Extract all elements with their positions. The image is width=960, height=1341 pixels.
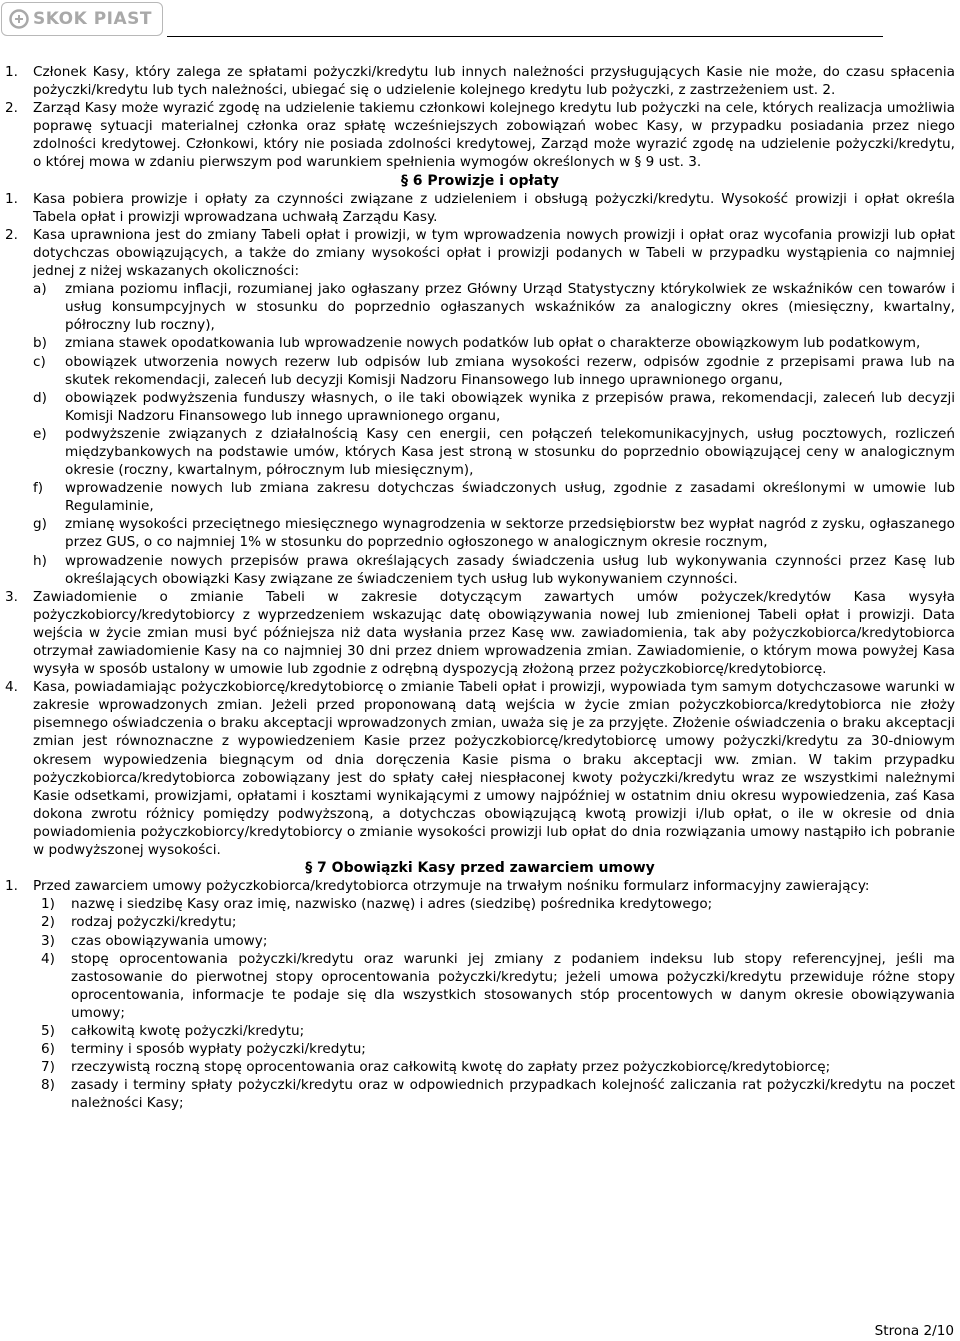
- paragraph-number: 1.: [5, 878, 18, 895]
- list-item: [5, 950, 955, 1022]
- list-item: [5, 425, 955, 479]
- list-item-marker: 6): [41, 1041, 55, 1058]
- header-rule: [167, 36, 883, 37]
- page-header: [0, 0, 960, 40]
- page-number: Strona 2/10: [874, 1323, 954, 1339]
- list-item: [5, 479, 955, 515]
- list-item-marker: a): [33, 281, 47, 298]
- list-item-marker: 4): [41, 950, 55, 967]
- list-item-marker: g): [33, 516, 47, 533]
- list-item: [5, 353, 955, 389]
- list-item-text: obowiązek utworzenia nowych rezerw lub odpisów lub zmiana wysokości rezerw, odpisów zgodnie z przepisami prawa lub na skutek rekomendacji, zaleceń lub decyzji Komisji Nadzoru Finansowego lub innego uprawnionego organu,: [65, 353, 955, 388]
- list-item-marker: b): [33, 335, 47, 352]
- list-item-marker: 1): [41, 896, 55, 913]
- paragraph-number: 1.: [5, 64, 18, 80]
- paragraph-2: [5, 99, 955, 171]
- list-item-text: nazwę i siedzibę Kasy oraz imię, nazwisko (nazwę) i adres (siedzibę) pośrednika kredytowego;: [71, 896, 713, 913]
- list-item-text: czas obowiązywania umowy;: [71, 932, 268, 949]
- list-item-text: obowiązek podwyższenia funduszy własnych, o ile taki obowiązek wynika z przepisów prawa, rekomendacji, zaleceń lub decyzji Komisji Nadzoru Finansowego lub innego uprawnionego organu,: [65, 389, 955, 424]
- list-item-marker: 5): [41, 1022, 55, 1039]
- section-7-heading: § 7 Obowiązki Kasy przed zawarciem umowy: [305, 860, 655, 877]
- paragraph-text: Zarząd Kasy może wyrazić zgodę na udzielenie takiemu członkowi kolejnego kredytu lub pożyczki na cele, których realizacja umożliwia poprawę sytuacji materialnej członka oraz spłatę wcześniejszych zobowiązań wobec Kasy, w przypadku posiadania przez niego zdolności kredytowej. Członkowi, który nie posiada zdolności kredytowej, Zarząd może wyrazić zgodę na udzielenie pożyczki/kredytu, o której mowa w zdaniu pierwszym pod warunkiem spełnienia wymogów określonych w § 9 ust. 3.: [33, 100, 955, 171]
- section-7-paragraph-1: [5, 877, 955, 895]
- section-6-heading: § 6 Prowizje i opłaty: [400, 172, 560, 189]
- paragraph-text: Kasa uprawniona jest do zmiany Tabeli opłat i prowizji, w tym wprowadzenia nowych prowizji i opłat oraz wycofania prowizji lub opłat dotychczas obowiązujących, a także do zmiany wysokości opłat i prowizji podanych w Tabeli w przypadku wystąpienia co najmniej jednej z niżej wskazanych okoliczności:: [33, 226, 955, 280]
- list-item-text: rodzaj pożyczki/kredytu;: [71, 914, 237, 931]
- list-item: [5, 1076, 955, 1112]
- paragraph-number: 2.: [5, 100, 18, 117]
- list-item-marker: d): [33, 389, 47, 406]
- list-item: [5, 389, 955, 425]
- list-item-marker: 3): [41, 932, 55, 949]
- section-7-numbered-list: [5, 895, 955, 1112]
- section-6-paragraph-1: [5, 190, 955, 226]
- paragraph-text: Zawiadomienie o zmianie Tabeli w zakresie dotyczącym zawartych umów pożyczek/kredytów Kasa wysyła pożyczkobiorcy/kredytobiorcy z wyprzedzeniem wskazując datę obowiązywania nowej lub zmienionej Tabeli opłat i prowizji. Data wejścia w życie zmian musi być późniejsza niż data wysłania przez Kasę ww. zawiadomienia, tak aby pożyczkobiorca/kredytobiorca otrzymał zawiadomienie Kasy na co najmniej 30 dni przez dniem wprowadzenia zmian. Zawiadomienie, o którym mowa powyżej Kasa wysyła w sposób ustalony w umowie lub zgodnie z odrębną dyspozycją złożoną przez pożyczkobiorcę/kredytobiorcę.: [33, 588, 955, 678]
- list-item: [5, 280, 955, 334]
- list-item-marker: h): [33, 552, 47, 569]
- list-item: [5, 552, 955, 588]
- list-item-text: terminy i sposób wypłaty pożyczki/kredytu;: [71, 1041, 366, 1058]
- list-item-text: wprowadzenie nowych przepisów prawa określających zasady świadczenia usług lub wykonywania czynności przez Kasę lub określających obowiązki Kasy związane ze świadczeniem tych usług lub wykonywaniem czynności.: [65, 552, 955, 587]
- list-item-marker: c): [33, 353, 46, 370]
- list-item: [5, 1040, 955, 1058]
- paragraph-text: Przed zawarciem umowy pożyczkobiorca/kredytobiorca otrzymuje na trwałym nośniku formularz informacyjny zawierający:: [33, 878, 870, 895]
- section-6-paragraph-2: [5, 226, 955, 280]
- list-item-marker: f): [33, 480, 44, 497]
- document-body: [5, 63, 955, 1112]
- list-item-text: zmiana stawek opodatkowania lub wprowadzenie nowych podatków lub opłat o charakterze obowiązkowym lub podatkowym,: [65, 335, 921, 352]
- paragraph-1: [5, 63, 955, 99]
- paragraph-text: Członek Kasy, który zalega ze spłatami pożyczki/kredytu lub innych należności przysługujących Kasie nie może, do czasu spłacenia pożyczki/kredytu lub tych należności, ubiegać się o udzielenie kolejnego kredytu lub pożyczki, z zastrzeżeniem ust. 2.: [33, 64, 955, 99]
- skok-piast-logo: [1, 2, 163, 36]
- paragraph-number: 3.: [5, 588, 18, 605]
- logo-emblem-icon: [9, 9, 29, 29]
- list-item-text: zmiana poziomu inflacji, rozumianej jako ogłaszany przez Główny Urząd Statystyczny którykolwiek ze wskaźników cen towarów i usług konsumpcyjnych w stosunku do poprzednio ogłaszanych wskaźników za analogiczny okres (miesięczny, kwartalny, półroczny lub roczny),: [65, 281, 955, 334]
- list-item-text: zmianę wysokości przeciętnego miesięcznego wynagrodzenia w sektorze przedsiębiorstw bez wypłat nagród z zysku, ogłaszanego przez GUS, o co najmniej 1% w stosunku do poprzednio ogłoszonego w analogicznym okresie rocznym,: [65, 516, 955, 551]
- list-item: [5, 1022, 955, 1040]
- list-item-text: stopę oprocentowania pożyczki/kredytu oraz warunki jej zmiany z podaniem indeksu lub stopy referencyjnej, jeśli ma zastosowanie do pierwotnej stopy oprocentowania pożyczki/kredytu; jeżeli umowa pożyczki/kredytu przewiduje różne stopy oprocentowania, informacje te podaje się dla wszystkich stosowanych stóp procentowych w danym okresie obowiązywania umowy;: [71, 950, 955, 1021]
- section-6-paragraph-4: [5, 678, 955, 859]
- list-item: [5, 913, 955, 931]
- list-item-marker: 2): [41, 914, 55, 931]
- list-item: [5, 1058, 955, 1076]
- section-6-letter-list: [5, 280, 955, 588]
- list-item-marker: e): [33, 425, 47, 442]
- list-item: [5, 515, 955, 551]
- list-item-text: całkowitą kwotę pożyczki/kredytu;: [71, 1022, 305, 1039]
- list-item: [5, 895, 955, 913]
- paragraph-text: Kasa, powiadamiając pożyczkobiorcę/kredytobiorcę o zmianie Tabeli opłat i prowizji, wypowiada tym samym dotychczasowe warunki w zakresie wprowadzonych zmian. Jeżeli przed proponowaną datą wejścia w życie zmian pożyczkobiorca/kredytobiorca nie złoży pisemnego oświadczenia o braku akceptacji wprowadzonych zmian, uważa się je za przyjęte. Złożenie oświadczenia o braku akceptacji zmian jest równoznaczne z wypowiedzeniem Kasie przez pożyczkobiorcę/kredytobiorcę umowy pożyczki/kredytu za 30-dniowym okresem wypowiedzenia biegnącym od dnia doręczenia Kasie pisma o braku akceptacji ww. zmian. W takim przypadku pożyczkobiorca/kredytobiorca zobowiązany jest do spłaty całej niespłaconej kwoty pożyczki/kredytu wraz ze wszystkimi należnymi Kasie odsetkami, prowizjami, opłatami i kosztami wynikającymi z umowy najpóźniej w ostatnim dniu okresu wypowiedzenia, zaś Kasa dokona zwrotu różnicy pomiędzy podwyższoną, a dotychczas obowiązującą kwotą prowizji i/lub opłat, o ile w okresie od dnia powiadomienia pożyczkobiorcy/kredytobiorcy o zmianie wysokości prowizji lub opłat do dnia rozwiązania umowy nastąpiło ich pobranie w podwyższonej wysokości.: [33, 679, 955, 859]
- list-item-text: podwyższenie związanych z działalnością Kasy cen energii, cen połączeń telekomunikacyjnych, usług pocztowych, rozliczeń międzybankowych na podstawie umów, których Kasa jest stroną w stosunku do poprzednio obowiązującej ceny w analogicznym okresie (roczny, kwartalnym, półrocznym lub miesięcznym),: [65, 425, 955, 479]
- list-item-text: wprowadzenie nowych lub zmiana zakresu dotychczas świadczonych usług, zgodnie z zasadami określonymi w umowie lub Regulaminie,: [65, 480, 955, 515]
- section-6-paragraph-3: [5, 588, 955, 678]
- list-item-text: zasady i terminy spłaty pożyczki/kredytu oraz w odpowiednich przypadkach kolejność zaliczania rat pożyczki/kredytu na poczet należności Kasy;: [71, 1077, 955, 1112]
- list-item-marker: 7): [41, 1059, 55, 1076]
- list-item-text: rzeczywistą roczną stopę oprocentowania oraz całkowitą kwotę do zapłaty przez pożyczkobiorcę/kredytobiorcę;: [71, 1059, 831, 1076]
- paragraph-number: 4.: [5, 679, 18, 696]
- paragraph-number: 2.: [5, 226, 18, 243]
- list-item: [5, 334, 955, 352]
- paragraph-text: Kasa pobiera prowizje i opłaty za czynności związane z udzieleniem i obsługą pożyczki/kredytu. Wysokość prowizji i opłat określa Tabela opłat i prowizji wprowadzana uchwałą Zarządu Kasy.: [33, 190, 955, 225]
- logo-text: SKOK PIAST: [33, 9, 152, 29]
- list-item-marker: 8): [41, 1077, 55, 1094]
- list-item: [5, 932, 955, 950]
- paragraph-number: 1.: [5, 190, 18, 207]
